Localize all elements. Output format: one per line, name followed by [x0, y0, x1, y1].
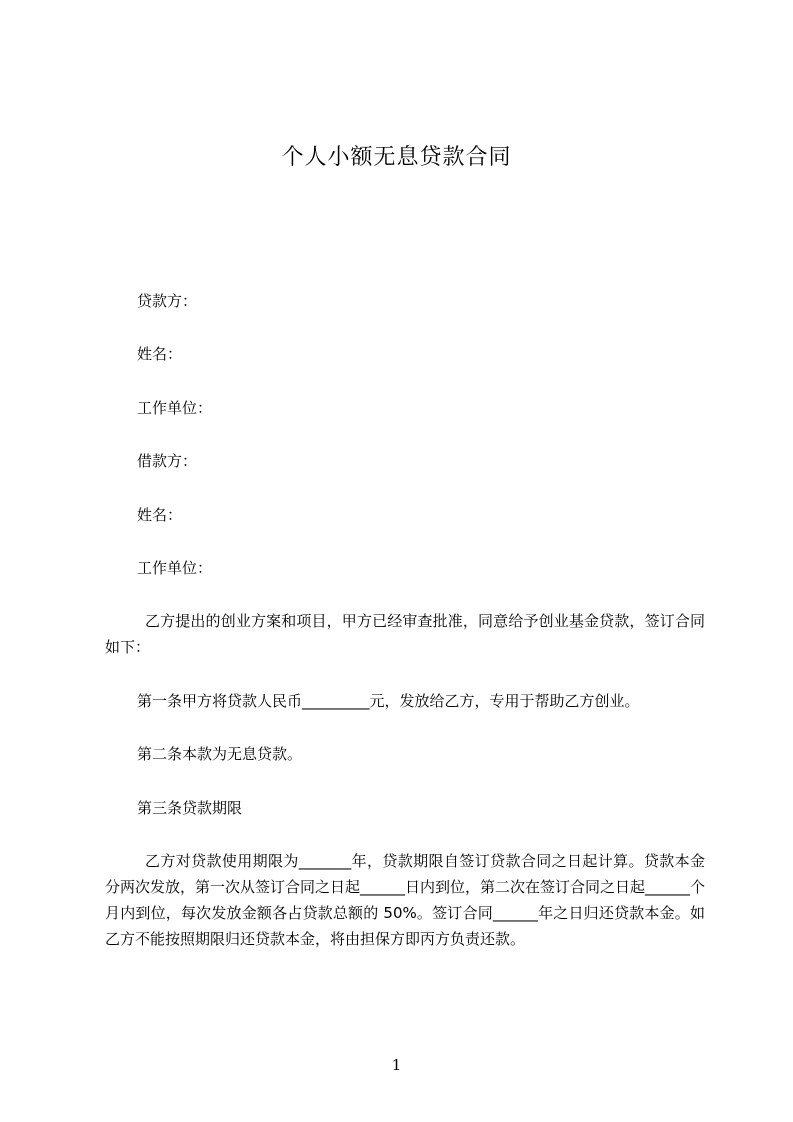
- borrower-name-field: 姓名：: [137, 506, 183, 524]
- borrower-employer-field: 工作单位：: [137, 559, 213, 577]
- lender-employer-field: 工作单位：: [137, 399, 213, 417]
- document-title: 个人小额无息贷款合同: [281, 145, 512, 170]
- lender-name-field: 姓名：: [137, 345, 183, 363]
- article-3-body: 乙方对贷款使用期限为_______年，贷款期限自签订贷款合同之日起计算。贷款本金分两次发放，第一次从签订合同之日起______日内到位，第二次在签订合同之日起______个月内到位，每次发放金额各占贷款总额的 50%。签订合同______年之日归还贷款本金。如乙方不能按照期限归还贷款本金，将由担保方即丙方负责还款。: [105, 852, 706, 948]
- article-3-title: 第三条贷款期限: [137, 799, 243, 817]
- lender-heading: 贷款方：: [137, 292, 198, 310]
- intro-paragraph: 乙方提出的创业方案和项目，甲方已经审查批准，同意给予创业基金贷款，签订合同如下：: [105, 612, 705, 656]
- article-2: 第二条本款为无息贷款。: [137, 745, 303, 763]
- page-number: 1: [391, 1056, 402, 1074]
- article-1: 第一条甲方将贷款人民币_________元，发放给乙方，专用于帮助乙方创业。: [137, 692, 640, 710]
- borrower-heading: 借款方：: [137, 452, 198, 470]
